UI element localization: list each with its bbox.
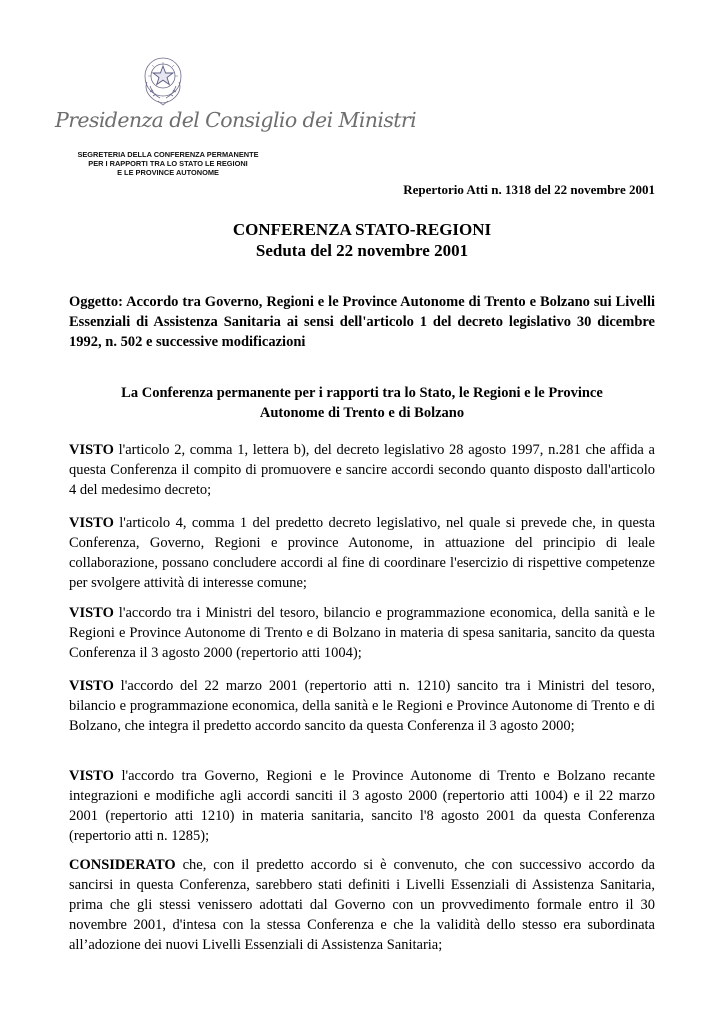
title-line-1: CONFERENZA STATO-REGIONI	[232, 220, 492, 239]
secretariat-heading	[48, 150, 288, 177]
institution-logotype: Presidenza del Consiglio dei Ministri	[55, 108, 417, 132]
recital-paragraph	[69, 855, 655, 955]
conference-title	[0, 219, 724, 261]
recital-paragraph	[69, 603, 655, 663]
recital-text: che, con il predetto accordo si è convenuto, che con successivo accordo da sancirsi in questa Conferenza, sarebbero stati definiti i Livelli Essenziali di Assistenza Sanitaria, prima che gli stessi venissero adottati dal Governo con un provvedimento formale entro il 30 novembre 2001, d'intesa con la stessa Conferenza e che la validità dello stesso era subordinata all’adozione dei nuovi Livelli Essenziali di Assistenza Sanitaria;	[69, 857, 655, 953]
recital-keyword: VISTO	[69, 515, 114, 531]
recital-text: l'accordo tra i Ministri del tesoro, bilancio e programmazione economica, della sanità e le Regioni e Province Autonome di Trento e di Bolzano in materia di spesa sanitaria, sancito da questa Conferenza il 3 agosto 2000 (repertorio atti 1004);	[69, 605, 655, 661]
secretariat-line: E LE PROVINCE AUTONOME	[117, 168, 219, 177]
repertorio-reference: Repertorio Atti n. 1318 del 22 novembre 2001	[403, 182, 655, 197]
recital-text: l'articolo 2, comma 1, lettera b), del decreto legislativo 28 agosto 1997, n.281 che affida a questa Conferenza il compito di promuovere e sancire accordi secondo quanto disposto dall'articolo 4 del medesimo decreto;	[69, 442, 655, 498]
recital-text: l'accordo del 22 marzo 2001 (repertorio atti n. 1210) sancito tra i Ministri del tesoro, bilancio e programmazione economica, della sanità e le Regioni e Province Autonome di Trento e di Bolzano, che integra il predetto accordo sancito da questa Conferenza il 3 agosto 2000;	[69, 678, 655, 734]
secretariat-line: PER I RAPPORTI TRA LO STATO LE REGIONI	[88, 159, 248, 168]
title-line-2: Seduta del 22 novembre 2001	[255, 241, 469, 260]
conference-heading	[69, 383, 655, 423]
conference-heading-line-1: La Conferenza permanente per i rapporti tra lo Stato, le Regioni e le Province	[121, 385, 603, 401]
recital-paragraph	[69, 766, 655, 846]
recital-keyword: VISTO	[69, 605, 114, 621]
recital-paragraph	[69, 676, 655, 736]
recital-keyword: VISTO	[69, 678, 114, 694]
republic-emblem-icon	[138, 52, 188, 108]
recital-paragraph	[69, 513, 655, 593]
recital-keyword: VISTO	[69, 442, 114, 458]
conference-heading-line-2: Autonome di Trento e di Bolzano	[259, 405, 465, 421]
recital-text: l'accordo tra Governo, Regioni e le Province Autonome di Trento e Bolzano recante integrazioni e modifiche agli accordi sanciti il 3 agosto 2000 (repertorio atti 1004) e il 22 marzo 2001 (repertorio atti 1210) in materia sanitaria, sancito l'8 agosto 2001 da questa Conferenza (repertorio atti n. 1285);	[69, 768, 655, 844]
recital-paragraph	[69, 440, 655, 500]
recital-text: l'articolo 4, comma 1 del predetto decreto legislativo, nel quale si prevede che, in questa Conferenza, Governo, Regioni e province Autonome, in attuazione del principio di leale collaborazione, possano concludere accordi al fine di coordinare l'esercizio di rispettive competenze per svolgere attività di interesse comune;	[69, 515, 655, 591]
subject-paragraph: Oggetto: Accordo tra Governo, Regioni e le Province Autonome di Trento e Bolzano sui Livelli Essenziali di Assistenza Sanitaria ai sensi dell'articolo 1 del decreto legislativo 30 dicembre 1992, n. 502 e successive modificazioni	[69, 294, 655, 350]
recital-keyword: CONSIDERATO	[69, 857, 176, 873]
recital-keyword: VISTO	[69, 768, 114, 784]
secretariat-line: SEGRETERIA DELLA CONFERENZA PERMANENTE	[77, 150, 259, 159]
